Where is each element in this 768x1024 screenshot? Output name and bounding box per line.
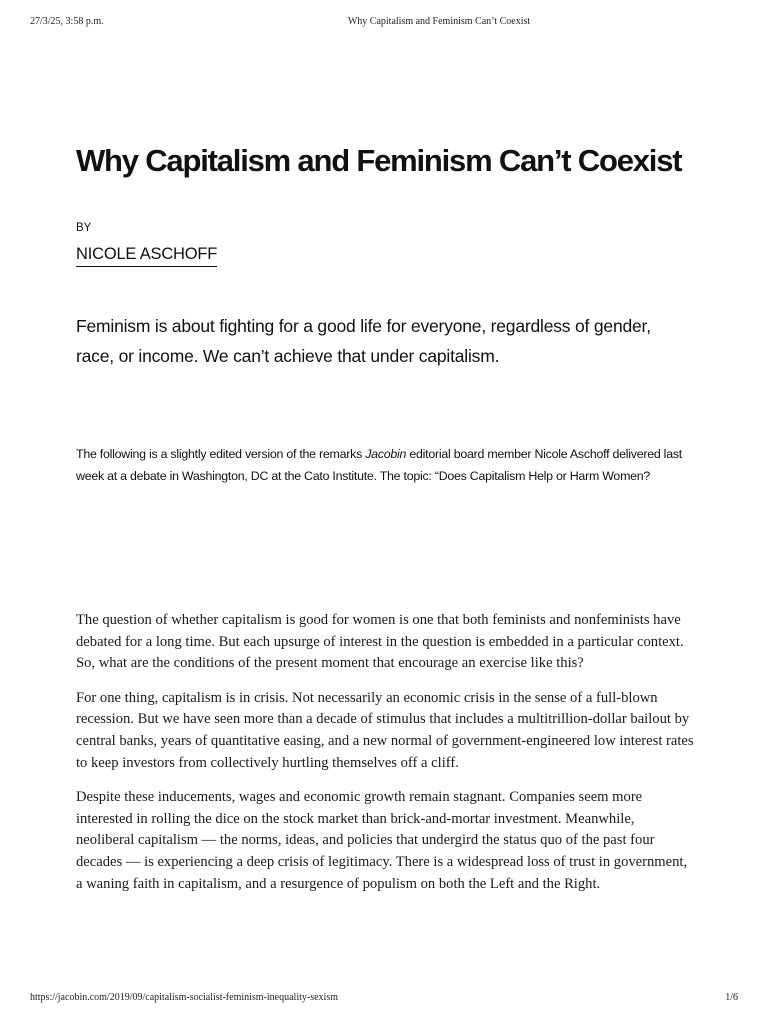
print-datetime: 27/3/25, 3:58 p.m.	[30, 16, 104, 27]
print-url: https://jacobin.com/2019/09/capitalism-socialist-feminism-inequality-sexism	[30, 992, 339, 1003]
body-paragraph: For one thing, capitalism is in crisis. Not necessarily an economic crisis in the sense of a full-blown recession. But we have seen more than a decade of stimulus that includes a multitrillion-dollar bailout by central banks, years of quantitative easing, and a new normal of government-engineered low interest rates to keep investors from collectively hurtling themselves off a cliff.	[76, 689, 694, 771]
body-paragraph: Despite these inducements, wages and economic growth remain stagnant. Companies seem more interested in rolling the dice on the stock market than brick-and-mortar investment. Meanwhile, neoliberal capitalism — the norms, ideas, and policies that undergird the status quo of the past four decades — is experiencing a deep crisis of legitimacy. There is a widespread loss of trust in government, a waning faith in capitalism, and a resurgence of populism on both the Left and the Right.	[76, 789, 688, 892]
article-intro	[76, 444, 691, 487]
print-footer	[0, 992, 768, 1006]
author-link[interactable]: NICOLE ASCHOFF	[76, 245, 217, 267]
article-body	[76, 610, 696, 908]
print-page-number: 1/6	[725, 992, 738, 1003]
byline-label: BY	[76, 222, 92, 234]
intro-publication: Jacobin	[365, 447, 407, 461]
print-page-title: Why Capitalism and Feminism Can’t Coexist	[347, 16, 531, 27]
print-header	[0, 16, 768, 30]
article-headline: Why Capitalism and Feminism Can’t Coexist	[76, 143, 682, 178]
intro-text-after: editorial board member Nicole Aschoff delivered last week at a debate in Washington, DC at the Cato Institute. The topic: “Does Capitalism Help or Harm Women?	[76, 447, 682, 483]
intro-text-before: The following is a slightly edited version of the remarks	[76, 447, 366, 461]
body-paragraph: The question of whether capitalism is good for women is one that both feminists and nonfeminists have debated for a long time. But each upsurge of interest in the question is embedded in a particular context. So, what are the conditions of the present moment that encourage an exercise like this?	[76, 612, 684, 672]
article-dek: Feminism is about fighting for a good life for everyone, regardless of gender, race, or income. We can’t achieve that under capitalism.	[76, 316, 651, 366]
